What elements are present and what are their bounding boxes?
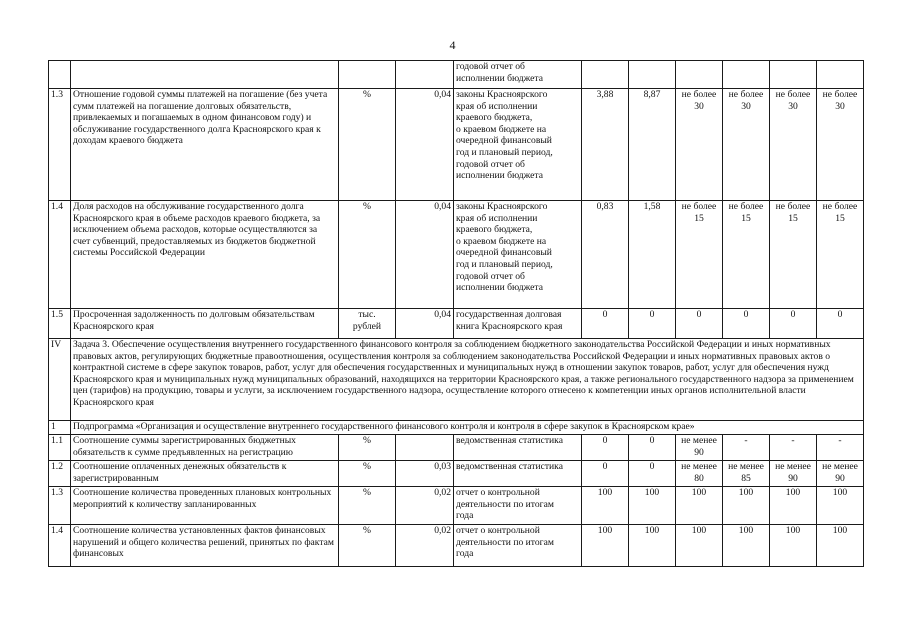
value-year-4: - (723, 435, 770, 461)
value-year-6: не более 30 (817, 89, 864, 201)
unit-of-measure: % (339, 487, 396, 525)
row-number: 1.4 (49, 525, 71, 567)
value-year-6: не менее 90 (817, 461, 864, 487)
value-year-2: 0 (629, 309, 676, 339)
value-year-3: не менее 90 (676, 435, 723, 461)
unit-of-measure: % (339, 201, 396, 309)
row-number (49, 61, 71, 89)
row-number: 1.1 (49, 435, 71, 461)
value-year-1: 0 (582, 309, 629, 339)
indicator-weight: 0,02 (396, 487, 454, 525)
unit-of-measure: % (339, 435, 396, 461)
page-number: 4 (449, 38, 456, 52)
row-number: IV (49, 339, 71, 421)
value-year-6 (817, 61, 864, 89)
row-number: 1.4 (49, 201, 71, 309)
section-title: Подпрограмма «Организация и осуществление внутреннего государственного финансового контроля и контроля в сфере закупок в Красноярском крае» (71, 421, 864, 435)
value-year-5: 0 (770, 309, 817, 339)
value-year-2: 1,58 (629, 201, 676, 309)
unit-of-measure: тыс. рублей (339, 309, 396, 339)
value-year-3: 100 (676, 525, 723, 567)
value-year-3: 100 (676, 487, 723, 525)
value-year-1: 100 (582, 487, 629, 525)
table-row (49, 339, 864, 421)
value-year-2: 100 (629, 487, 676, 525)
unit-of-measure: % (339, 89, 396, 201)
value-year-6: 100 (817, 487, 864, 525)
indicator-weight: 0,04 (396, 201, 454, 309)
unit-of-measure: % (339, 461, 396, 487)
value-year-6: - (817, 435, 864, 461)
value-year-5: не менее 90 (770, 461, 817, 487)
value-year-1: 3,88 (582, 89, 629, 201)
indicator-name: Соотношение количества установленных фактов финансовых нарушений и общего количества решений, принятых по фактам финансовых (71, 525, 339, 567)
unit-of-measure: % (339, 525, 396, 567)
indicator-name: Соотношение количества проведенных плановых контрольных мероприятий к количеству запланированных (71, 487, 339, 525)
value-year-6: не более 15 (817, 201, 864, 309)
indicator-weight (396, 435, 454, 461)
table-row (49, 435, 864, 461)
table-row (49, 201, 864, 309)
indicator-weight (396, 61, 454, 89)
table-row (49, 89, 864, 201)
table-row (49, 421, 864, 435)
table-row (49, 61, 864, 89)
value-year-6: 0 (817, 309, 864, 339)
value-year-5: не более 15 (770, 201, 817, 309)
data-source: законы Красноярского края об исполнении краевого бюджета, о краевом бюджете на очередной финансовый год и плановый период, годовой отчет об исполнении бюджета (454, 89, 582, 201)
value-year-5: не более 30 (770, 89, 817, 201)
indicator-name: Соотношение оплаченных денежных обязательств к зарегистрированным (71, 461, 339, 487)
value-year-2: 8,87 (629, 89, 676, 201)
value-year-6: 100 (817, 525, 864, 567)
table-row (49, 525, 864, 567)
row-number: 1.2 (49, 461, 71, 487)
unit-of-measure (339, 61, 396, 89)
data-source: государственная долговая книга Красноярского края (454, 309, 582, 339)
value-year-2: 100 (629, 525, 676, 567)
indicator-weight: 0,04 (396, 89, 454, 201)
value-year-3: не более 15 (676, 201, 723, 309)
value-year-1 (582, 61, 629, 89)
data-source: отчет о контрольной деятельности по итогам года (454, 525, 582, 567)
indicator-name: Доля расходов на обслуживание государственного долга Красноярского края в объеме расходов краевого бюджета, за исключением объема расходов, которые осуществляются за счет субвенций, предоставляемых из бюджетов бюджетной системы Российской Федерации (71, 201, 339, 309)
value-year-1: 0 (582, 435, 629, 461)
data-source: ведомственная статистика (454, 461, 582, 487)
row-number: 1 (49, 421, 71, 435)
value-year-4: 0 (723, 309, 770, 339)
row-number: 1.3 (49, 89, 71, 201)
value-year-5: 100 (770, 525, 817, 567)
table-row (49, 309, 864, 339)
value-year-5: 100 (770, 487, 817, 525)
data-source: ведомственная статистика (454, 435, 582, 461)
value-year-2 (629, 61, 676, 89)
indicator-weight: 0,02 (396, 525, 454, 567)
value-year-3: не более 30 (676, 89, 723, 201)
row-number: 1.5 (49, 309, 71, 339)
value-year-4: не более 15 (723, 201, 770, 309)
section-title: Задача 3. Обеспечение осуществления внутреннего государственного финансового контроля за соблюдением бюджетного законодательства Российской Федерации и иных нормативных правовых актов, регулирующих бюджетные правоотношения, осуществления контроля за соблюдением законодательства Российской Федерации и иных нормативных правовых актов о контрактной системе в сфере закупок товаров, работ, услуг для обеспечения государственных и муниципальных нужд в отношении закупок товаров, работ, услуг для обеспечения нужд Красноярского края и муниципальных нужд муниципальных образований, находящихся на территории Красноярского края, а также регионального государственного надзора за применением цен (тарифов) на продукцию, товары и услуги, за исключением государственного надзора, осуществление которого отнесено к компетенции иных органов исполнительной власти Красноярского края (71, 339, 864, 421)
value-year-5: - (770, 435, 817, 461)
value-year-5 (770, 61, 817, 89)
table-row (49, 487, 864, 525)
value-year-4 (723, 61, 770, 89)
indicator-weight: 0,03 (396, 461, 454, 487)
data-source: отчет о контрольной деятельности по итогам года (454, 487, 582, 525)
value-year-3 (676, 61, 723, 89)
indicator-name: Соотношение суммы зарегистрированных бюджетных обязательств к сумме предъявленных на регистрацию (71, 435, 339, 461)
indicator-name: Просроченная задолженность по долговым обязательствам Красноярского края (71, 309, 339, 339)
value-year-1: 0,83 (582, 201, 629, 309)
value-year-4: не менее 85 (723, 461, 770, 487)
row-number: 1.3 (49, 487, 71, 525)
value-year-1: 100 (582, 525, 629, 567)
value-year-2: 0 (629, 435, 676, 461)
table-row (49, 461, 864, 487)
value-year-4: не более 30 (723, 89, 770, 201)
indicator-name: Отношение годовой суммы платежей на погашение (без учета сумм платежей на погашение долговых обязательств, привлекаемых и погашаемых в одном финансовом году) и обслуживание государственного долга Красноярского края к доходам краевого бюджета (71, 89, 339, 201)
indicator-name (71, 61, 339, 89)
value-year-4: 100 (723, 525, 770, 567)
data-source: годовой отчет об исполнении бюджета (454, 61, 582, 89)
value-year-3: не менее 80 (676, 461, 723, 487)
value-year-1: 0 (582, 461, 629, 487)
indicators-table (48, 60, 864, 567)
indicator-weight: 0,04 (396, 309, 454, 339)
data-source: законы Красноярского края об исполнении краевого бюджета, о краевом бюджете на очередной финансовый год и плановый период, годовой отчет об исполнении бюджета (454, 201, 582, 309)
value-year-4: 100 (723, 487, 770, 525)
value-year-2: 0 (629, 461, 676, 487)
value-year-3: 0 (676, 309, 723, 339)
